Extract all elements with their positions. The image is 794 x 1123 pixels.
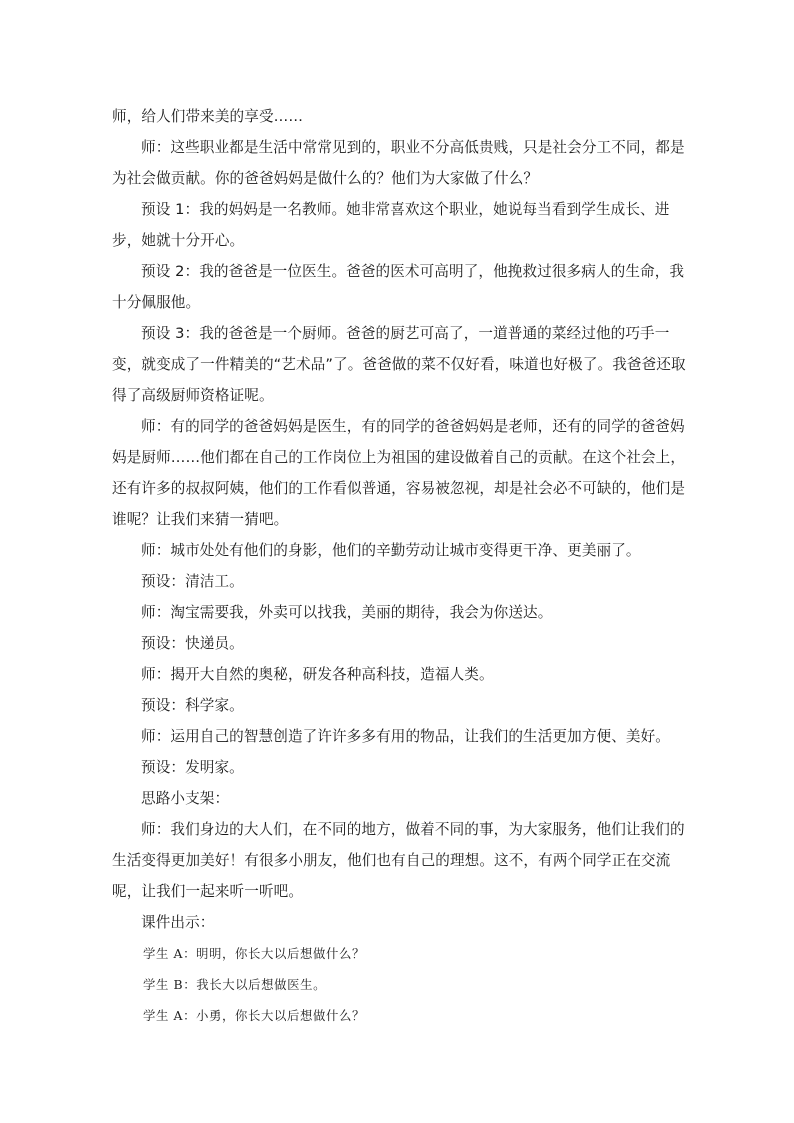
paragraph: 预设：清洁工。	[141, 573, 244, 590]
paragraph: 预设：快递员。	[141, 635, 244, 652]
paragraph: 预设 2：我的爸爸是一位医生。爸爸的医术可高明了，他挽救过很多病人的生命，我十分佩服他。	[112, 263, 685, 311]
paragraph: 师：这些职业都是生活中常常见到的，职业不分高低贵贱，只是社会分工不同，都是为社会做贡献。你的爸爸妈妈是做什么的？他们为大家做了什么？	[112, 139, 685, 187]
paragraph: 师：淘宝需要我，外卖可以找我，美丽的期待，我会为你送达。	[141, 604, 553, 621]
paragraph: 师，给人们带来美的享受……	[112, 108, 304, 125]
dialog-line: 学生 A：小勇，你长大以后想做什么？	[143, 1008, 365, 1023]
dialog-line: 学生 B：我长大以后想做医生。	[143, 977, 327, 992]
paragraph: 预设：发明家。	[141, 759, 244, 776]
paragraph: 预设：科学家。	[141, 697, 244, 714]
paragraph: 课件出示：	[141, 914, 215, 931]
paragraph: 预设 3：我的爸爸是一个厨师。爸爸的厨艺可高了，一道普通的菜经过他的巧手一变，就变成了一件精美的“艺术品”了。爸爸做的菜不仅好看，味道也好极了。我爸爸还取得了高级厨师资格证呢。	[112, 325, 686, 404]
paragraph: 师：我们身边的大人们，在不同的地方，做着不同的事，为大家服务，他们让我们的生活变得更加美好！有很多小朋友，他们也有自己的理想。这不，有两个同学正在交流呢，让我们一起来听一听吧。	[112, 821, 685, 900]
dialog-line: 学生 A：明明，你长大以后想做什么？	[143, 946, 365, 961]
document-body	[112, 101, 690, 1031]
paragraph: 预设 1：我的妈妈是一名教师。她非常喜欢这个职业，她说每当看到学生成长、进步，她就十分开心。	[112, 201, 670, 249]
paragraph: 师：城市处处有他们的身影，他们的辛勤劳动让城市变得更干净、更美丽了。	[141, 542, 641, 559]
section-heading: 思路小支架：	[141, 790, 230, 807]
paragraph: 师：揭开大自然的奥秘，研发各种高科技，造福人类。	[141, 666, 494, 683]
paragraph: 师：运用自己的智慧创造了许许多多有用的物品，让我们的生活更加方便、美好。	[141, 728, 670, 745]
paragraph: 师：有的同学的爸爸妈妈是医生，有的同学的爸爸妈妈是老师，还有的同学的爸爸妈妈是厨师……他们都在自己的工作岗位上为祖国的建设做着自己的贡献。在这个社会上，还有许多的叔叔阿姨，他们的工作看似普通，容易被忽视，却是社会必不可缺的，他们是谁呢？让我们来猜一猜吧。	[112, 418, 686, 528]
